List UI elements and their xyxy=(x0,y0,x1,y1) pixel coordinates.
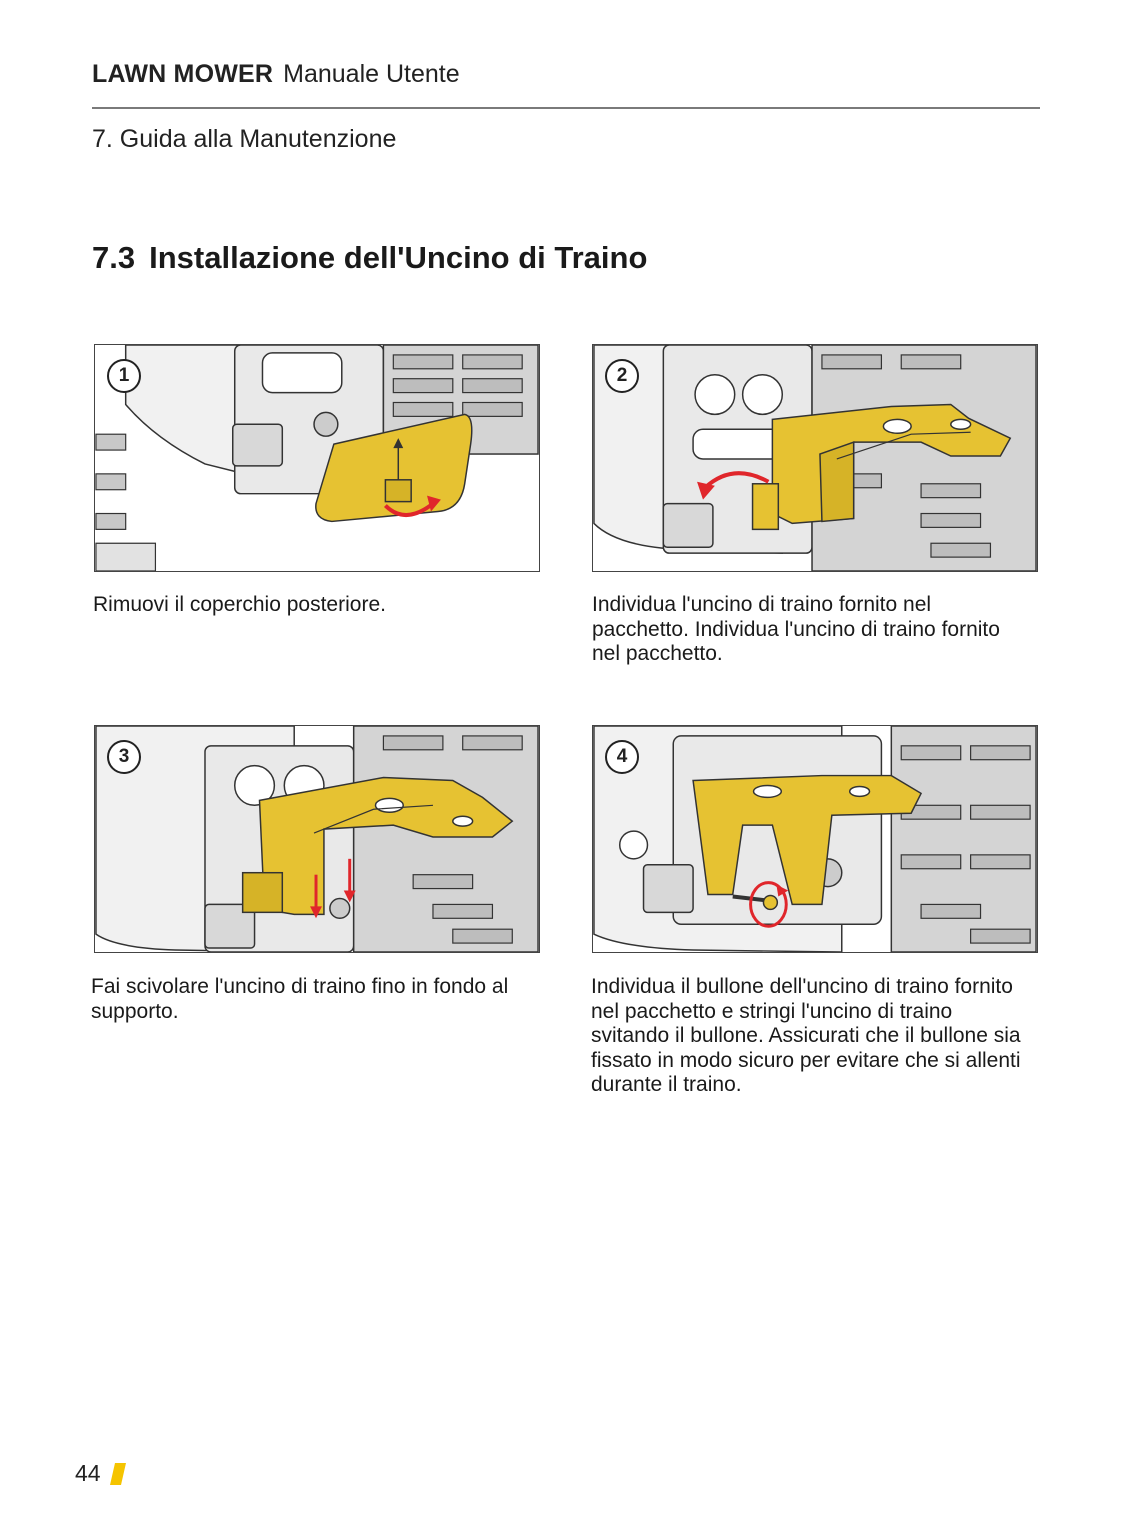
step-1-caption: Rimuovi il coperchio posteriore. xyxy=(93,593,386,616)
section-number: 7.3 xyxy=(92,240,136,275)
step-4-badge: 4 xyxy=(605,740,639,774)
bolt-tighten-drawing xyxy=(593,726,1037,952)
step-3-caption: Fai scivolare l'uncino di traino fino in fondo al supporto. xyxy=(91,975,509,1023)
step-2-badge: 2 xyxy=(605,359,639,393)
brand-name: LAWN MOWER xyxy=(92,60,274,88)
page-header xyxy=(92,60,460,89)
section-heading xyxy=(92,240,647,276)
cover-removal-drawing xyxy=(95,345,539,571)
step-2-caption: Individua l'uncino di traino fornito nel pacchetto. Individua l'uncino di traino fornito nel pacchetto. xyxy=(592,593,1000,665)
header-divider xyxy=(92,107,1040,109)
manual-subtitle: Manuale Utente xyxy=(283,60,460,88)
tow-hook-locate-drawing xyxy=(593,345,1037,571)
step-3-badge: 3 xyxy=(107,740,141,774)
section-title: Installazione dell'Uncino di Traino xyxy=(149,240,648,275)
page-number: 44 xyxy=(75,1460,101,1486)
chapter-title: 7. Guida alla Manutenzione xyxy=(92,125,397,153)
step-1-illustration xyxy=(94,344,540,572)
step-4-illustration xyxy=(592,725,1038,953)
step-3-illustration xyxy=(94,725,540,953)
tow-hook-slide-drawing xyxy=(95,726,539,952)
step-2-illustration xyxy=(592,344,1038,572)
page-accent-mark xyxy=(110,1463,126,1485)
step-4-caption: Individua il bullone dell'uncino di traino fornito nel pacchetto e stringi l'uncino di traino svitando il bullone. Assicurati che il bullone sia fissato in modo sicuro per evitare che si allenti durante il traino. xyxy=(591,975,1021,1096)
step-1-badge: 1 xyxy=(107,359,141,393)
